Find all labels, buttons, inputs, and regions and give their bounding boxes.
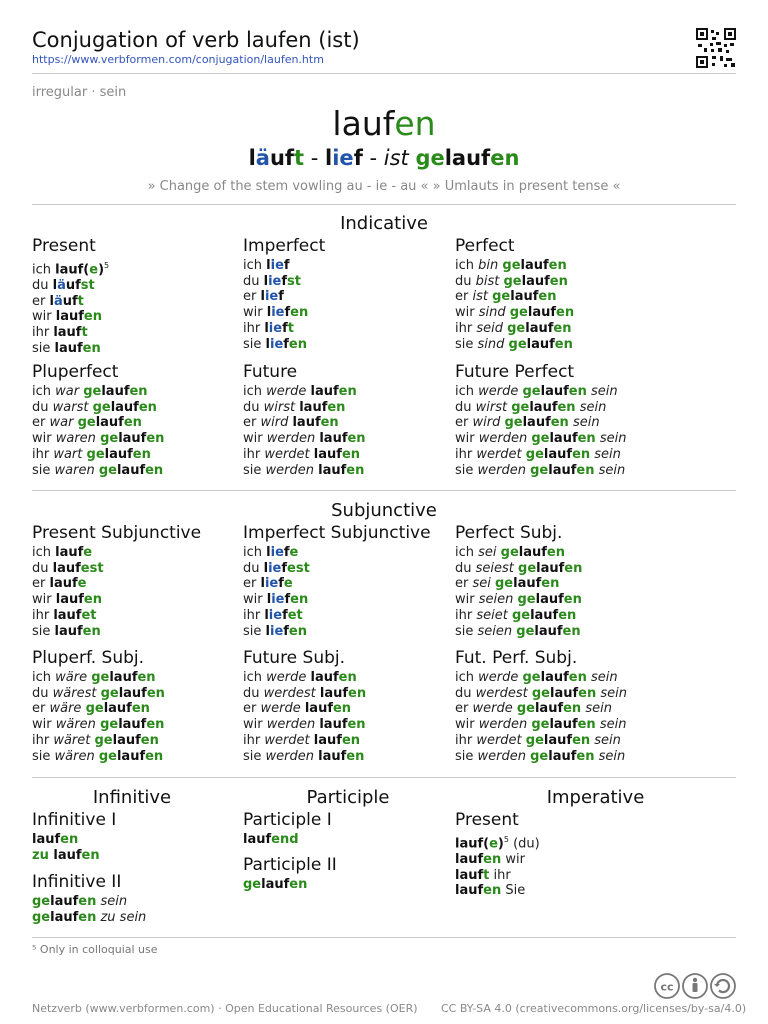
conjugation-line: ich bin gelaufen [455,258,567,273]
conjugation-line: du bist gelaufen [455,273,568,289]
conjugation-list [243,832,299,848]
conjugation-line: laufen [32,832,79,847]
tense-header: Perfect [455,236,515,256]
conjugation-line: du werdest laufen [243,685,367,701]
conjugation-line: ich werde gelaufen sein [455,384,618,399]
conjugation-list [32,894,146,925]
conjugation-line: wir wären gelaufen [32,717,165,733]
conjugation-line: wir liefen [243,592,309,608]
conjugation-line: sie werden gelaufen sein [455,748,626,764]
conjugation-line: sie sind gelaufen [455,336,573,352]
principal-parts [0,146,768,170]
form-header: Participle I [243,810,332,830]
header-divider [32,73,736,74]
conjugation-line: du werdest gelaufen sein [455,685,627,701]
conjugation-line: du laufest [32,560,104,576]
conjugation-line: sie waren gelaufen [32,462,164,478]
conjugation-list [243,670,366,764]
conjugation-line: wir sind gelaufen [455,305,575,321]
qr-code-icon[interactable] [696,28,736,68]
conjugation-line: ich laufe [32,545,93,560]
conjugation-line: ich wäre gelaufen [32,670,156,685]
conjugation-line: ihr wäret gelaufen [32,732,159,748]
conjugation-line: gelaufen sein [32,894,128,909]
conjugation-line: sie laufen [32,623,101,639]
conjugation-line: sie werden laufen [243,462,365,478]
conjugation-line: ich $lauf(e)^5$ [32,261,110,278]
conjugation-list [455,384,626,478]
conjugation-line: du seiest gelaufen [455,560,583,576]
conjugation-line: ich liefe [243,545,299,560]
stem-change-note: » Change of the stem vowling au - ie - au « » Umlauts in present tense « [147,179,621,194]
conjugation-line: er werde laufen [243,701,352,717]
conjugation-line: ihr werdet laufen [243,446,361,462]
divider [32,937,736,938]
conjugation-list [243,877,307,893]
tense-header: Imperfect Subjunctive [243,523,431,543]
conjugation-line: ich werde gelaufen sein [455,670,618,685]
verb-tags: irregular · sein [32,85,127,100]
conjugation-list [455,258,574,352]
conjugation-line: du wirst gelaufen sein [455,399,607,415]
conjugation-line: er ist gelaufen [455,289,557,305]
page-title: Conjugation of verb laufen (ist) [32,28,360,52]
tense-header: Future Subj. [243,648,346,668]
section-title-imperative: Imperative [546,787,645,808]
conjugation-line: er sei gelaufen [455,576,560,592]
conjugation-list [32,670,165,764]
footnote: ⁵ Only in colloquial use [32,943,158,956]
section-title-subjunctive: Subjunctive [331,500,437,521]
conjugation-line: sie laufen [32,340,101,356]
section-title-infinitive: Infinitive [92,787,172,808]
conjugation-line: wir laufen [32,309,102,325]
tense-header: Pluperf. Subj. [32,648,145,668]
conjugation-line: sie wären gelaufen [32,748,164,764]
conjugation-line: er läuft [32,293,84,309]
principal-part: ist gelaufen [383,146,520,170]
conjugation-line: du warst gelaufen [32,399,157,415]
conjugation-line: ich war gelaufen [32,384,148,399]
conjugation-line: ihr lieft [243,320,294,336]
divider [32,204,736,205]
conjugation-line: gelaufen [243,877,308,892]
principal-part: läuft [248,146,305,170]
form-header: Infinitive I [32,810,117,830]
svg-text:cc: cc [660,980,674,994]
conjugation-line: sie seien gelaufen [455,623,581,639]
conjugation-line: du liefst [243,273,301,289]
conjugation-list [32,545,104,639]
lemma-ending: en [394,104,436,143]
conjugation-line: ich sei gelaufen [455,545,565,560]
conjugation-line: er laufe [32,576,87,592]
conjugation-list [32,384,164,478]
conjugation-line: ihr lauft [32,325,88,341]
conjugation-list [455,832,540,899]
conjugation-line: ich lief [243,258,290,273]
conjugation-list [455,545,582,639]
divider [32,777,736,778]
conjugation-list [243,258,308,352]
conjugation-line: ihr laufet [32,607,97,623]
conjugation-line: wir werden gelaufen sein [455,431,627,447]
lemma-stem: lauf [332,104,395,143]
conjugation-line: laufen Sie [455,883,526,899]
conjugation-line: wir waren gelaufen [32,431,165,447]
conjugation-line: du wirst laufen [243,399,346,415]
tense-header: Present [32,236,96,256]
conjugation-line: ihr liefet [243,607,303,623]
divider [32,490,736,491]
conjugation-line: ich werde laufen [243,384,357,399]
conjugation-line: du wärest gelaufen [32,685,165,701]
conjugation-line: sie werden laufen [243,748,365,764]
conjugation-line: ihr seiet gelaufen [455,607,577,623]
conjugation-line: wir liefen [243,305,309,321]
section-title-participle: Participle [306,787,390,808]
section-title-indicative: Indicative [340,213,428,234]
conjugation-line: zu laufen [32,847,100,863]
conjugation-line: ihr werdet laufen [243,732,361,748]
form-header: Present [455,810,519,830]
conjugation-line: er wäre gelaufen [32,701,150,717]
conjugation-line: er wird laufen [243,415,339,431]
conjugation-line: er werde gelaufen sein [455,701,612,717]
conjugation-line: ihr wart gelaufen [32,446,151,462]
principal-part: lief [325,146,363,170]
tense-header: Future Perfect [455,362,575,382]
tense-header: Future [243,362,298,382]
conjugation-line: laufend [243,832,299,847]
form-header: Infinitive II [32,872,122,892]
footer-license: CC BY-SA 4.0 (creativecommons.org/licenses/by-sa/4.0) [441,1002,747,1015]
tense-header: Perfect Subj. [455,523,563,543]
conjugation-line: wir werden gelaufen sein [455,717,627,733]
verb-lemma [0,104,768,143]
conjugation-list [32,832,100,863]
conjugation-line: du liefest [243,560,310,576]
conjugation-line: sie liefen [243,336,307,352]
principal-part: - [362,146,384,170]
tense-header: Imperfect [243,236,326,256]
conjugation-list [455,670,627,764]
conjugation-line: du läufst [32,278,95,294]
conjugation-list [243,545,310,639]
conjugation-list [243,384,366,478]
creative-commons-badge-icon[interactable] [653,972,737,1000]
conjugation-line: wir laufen [32,592,102,608]
conjugation-line: ihr seid gelaufen [455,320,572,336]
source-url-link[interactable]: https://www.verbformen.com/conjugation/laufen.htm [32,53,324,66]
tense-header: Fut. Perf. Subj. [455,648,578,668]
conjugation-line: lauft ihr [455,867,511,883]
conjugation-line: wir seien gelaufen [455,592,582,608]
conjugation-line: ich werde laufen [243,670,357,685]
conjugation-line: ihr werdet gelaufen sein [455,446,621,462]
footer-credit: Netzverb (www.verbformen.com) · Open Educational Resources (OER) [32,1002,418,1015]
conjugation-line: wir werden laufen [243,717,366,733]
conjugation-line: wir werden laufen [243,431,366,447]
tense-header: Pluperfect [32,362,119,382]
conjugation-line: er war gelaufen [32,415,142,431]
form-header: Participle II [243,855,337,875]
conjugation-line: er liefe [243,576,293,592]
principal-part: - [304,146,326,170]
tense-header: Present Subjunctive [32,523,202,543]
conjugation-line: sie liefen [243,623,307,639]
conjugation-line: er wird gelaufen sein [455,415,600,431]
conjugation-line: laufen wir [455,852,525,868]
conjugation-line: $lauf(e)^5$ (du) [455,835,540,852]
conjugation-line: gelaufen zu sein [32,909,147,925]
conjugation-line: ihr werdet gelaufen sein [455,732,621,748]
conjugation-line: sie werden gelaufen sein [455,462,626,478]
conjugation-line: er lief [243,289,284,305]
conjugation-list [32,258,109,357]
